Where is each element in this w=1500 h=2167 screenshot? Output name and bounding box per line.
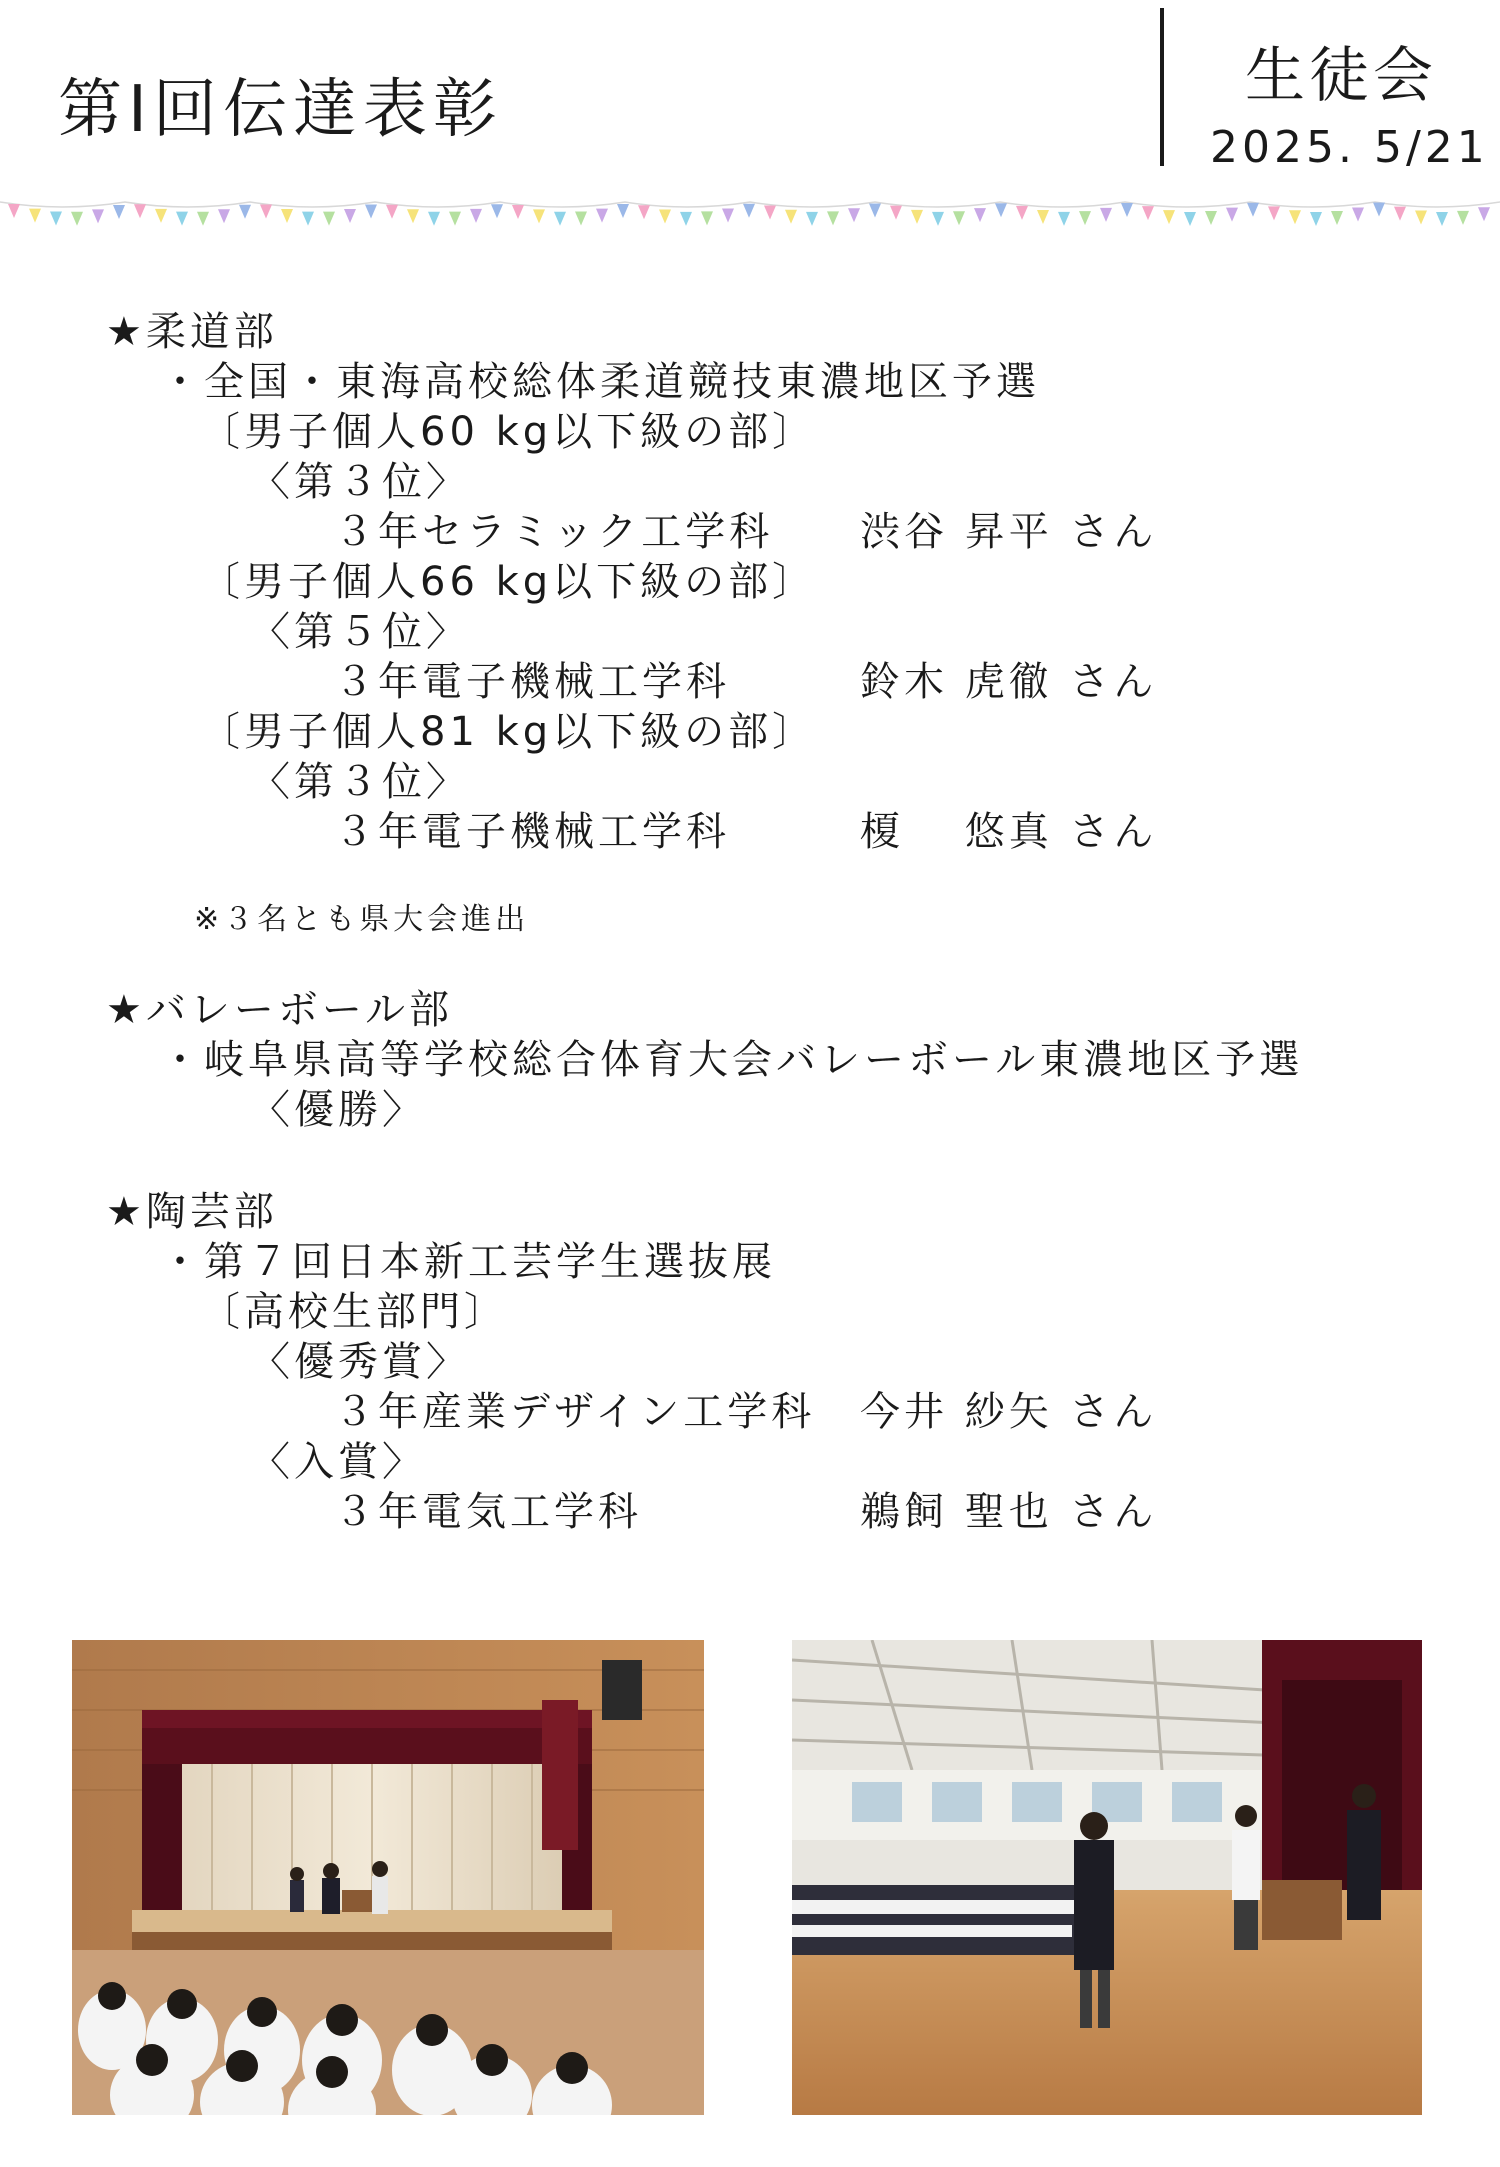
bunting-flag [407,209,419,223]
bunting-flag [764,205,776,219]
bunting-flag [8,204,20,218]
bunting-flag [974,208,986,222]
bunting-flag [554,212,566,226]
ceramics-prize-name: 鵜飼 聖也 さん [860,1489,1158,1535]
photo-award-gym [792,1640,1422,2115]
bunting-flag [1226,208,1238,222]
bunting-flag [1205,211,1217,225]
bunting-flag [701,211,713,225]
bunting-flag [1037,210,1049,224]
bunting-flag [1058,212,1070,226]
bunting-flag [134,204,146,218]
bunting-flag [1100,208,1112,222]
bunting-flag [239,205,251,219]
bunting-flag [1373,203,1385,217]
judo-60kg-name: 渋谷 昇平 さん [860,509,1158,555]
bunting-flag [953,211,965,225]
judo-66kg-class: ３年電子機械工学科 [334,659,730,705]
judo-81kg-place: 〈第３位〉 [250,759,470,805]
judo-81kg-name: 榎 悠真 さん [860,809,1158,855]
bunting-flag [197,212,209,226]
judo-81kg-class: ３年電子機械工学科 [334,809,730,855]
bunting-flag [470,209,482,223]
bunting-flag [1079,211,1091,225]
judo-66kg-name: 鈴木 虎徹 さん [860,659,1158,705]
bunting-flag [743,204,755,218]
bunting-flag [848,208,860,222]
page-title: 第Ⅰ回伝達表彰 [58,73,503,147]
ceramics-excellence-class: ３年産業デザイン工学科 [334,1389,816,1435]
bunting-flag [302,212,314,226]
bunting-flag [575,212,587,226]
judo-division-66kg: 〔男子個人66 kg以下級の部〕 [200,559,817,605]
bunting-flag [617,204,629,218]
bunting-flag [1142,206,1154,220]
bunting-flag [1310,212,1322,226]
bunting-flag [890,206,902,220]
bunting-flag [680,212,692,226]
bunting-flag [596,209,608,223]
volleyball-event: ・岐阜県高等学校総合体育大会バレーボール東濃地区予選 [160,1037,1304,1083]
organization-name: 生徒会 [1245,41,1437,111]
ceramics-award-prize: 〈入賞〉 [250,1439,426,1485]
ceramics-prize-class: ３年電気工学科 [334,1489,642,1535]
bunting-flag [1016,206,1028,220]
volleyball-heading: ★バレーボール部 [106,987,454,1033]
bunting-flag [1436,212,1448,226]
issue-date: 2025. 5/21 [1210,122,1489,173]
ceramics-division: 〔高校生部門〕 [200,1289,508,1335]
bunting-flag [1268,206,1280,220]
bunting-flag [260,204,272,218]
bunting-flag [92,209,104,223]
bunting-flag [722,208,734,222]
bunting-flag [659,210,671,224]
ceramics-heading: ★陶芸部 [106,1189,278,1235]
bunting-flag [155,209,167,223]
header-divider [1160,8,1164,166]
bunting-flag [491,204,503,218]
bunting-flag [1121,203,1133,217]
bunting-flag [869,204,881,218]
bunting-flag [1352,207,1364,221]
bunting-flag [50,212,62,226]
bunting-flag [1457,211,1469,225]
bunting-flag [785,210,797,224]
bunting-flag [911,210,923,224]
bunting-flag [512,205,524,219]
volleyball-place: 〈優勝〉 [250,1087,426,1133]
bunting-flag [29,209,41,223]
judo-division-60kg: 〔男子個人60 kg以下級の部〕 [200,409,817,455]
ceramics-event: ・第７回日本新工芸学生選抜展 [160,1239,776,1285]
bunting-flag [1289,210,1301,224]
bunting-flag [323,212,335,226]
bunting-flag [344,209,356,223]
judo-note: ※３名とも県大会進出 [194,902,530,937]
ceramics-award-excellence: 〈優秀賞〉 [250,1339,470,1385]
bunting-flag [638,205,650,219]
bunting-flag [806,212,818,226]
ceramics-excellence-name: 今井 紗矢 さん [860,1389,1158,1435]
judo-60kg-class: ３年セラミック工学科 [334,509,774,555]
bunting-flag [1184,212,1196,226]
bunting-flag [281,209,293,223]
bunting-flag [932,212,944,226]
photo-award-stage [72,1640,704,2115]
bunting-flag [1163,210,1175,224]
judo-66kg-place: 〈第５位〉 [250,609,470,655]
bunting-flag [995,203,1007,217]
bunting-flag [1394,207,1406,221]
judo-heading: ★柔道部 [106,309,278,355]
bunting-flag [71,212,83,226]
bunting-flag [218,209,230,223]
bunting-flag [827,211,839,225]
bunting-flag [386,205,398,219]
bunting-flag [1415,210,1427,224]
bunting-flag [1478,207,1490,221]
bunting-flag [449,212,461,226]
judo-division-81kg: 〔男子個人81 kg以下級の部〕 [200,709,817,755]
bunting-flag [176,212,188,226]
bunting-flag [1247,203,1259,217]
judo-60kg-place: 〈第３位〉 [250,459,470,505]
bunting-flag [428,212,440,226]
judo-event: ・全国・東海高校総体柔道競技東濃地区予選 [160,359,1040,405]
bunting-flag [533,209,545,223]
bunting-flag [113,205,125,219]
bunting-flag [1331,211,1343,225]
bunting-decoration [0,196,1500,240]
bunting-flag [365,204,377,218]
